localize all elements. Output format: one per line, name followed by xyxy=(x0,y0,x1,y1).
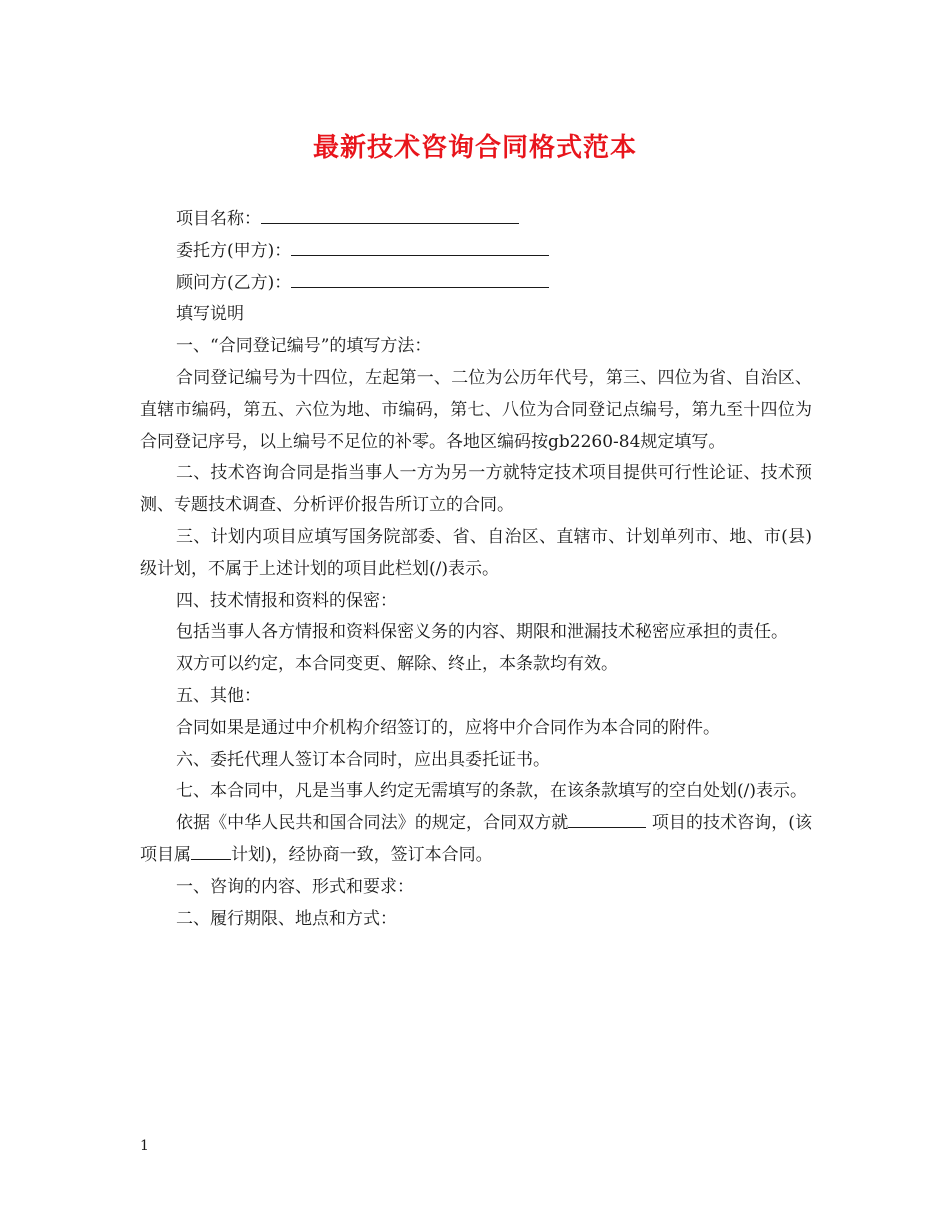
section-1-heading: 一、咨询的内容、形式和要求： xyxy=(176,876,414,897)
instruction-4-heading: 四、技术情报和资料的保密： xyxy=(176,590,397,611)
instruction-6-text: 六、委托代理人签订本合同时，应出具委托证书。 xyxy=(176,749,550,770)
instruction-4-text: 包括当事人各方情报和资料保密义务的内容、期限和泄漏技术秘密应承担的责任。 xyxy=(176,622,788,643)
consultant-label: 顾问方(乙方)： xyxy=(176,272,292,293)
page-number: 1 xyxy=(140,1138,149,1154)
consultant-blank xyxy=(291,269,549,288)
instruction-4-validity: 双方可以约定，本合同变更、解除、终止，本条款均有效。 xyxy=(176,654,618,675)
basis-part-3: 计划)，经协商一致，签订本合同。 xyxy=(231,844,493,865)
contract-basis-paragraph xyxy=(140,808,812,872)
project-name-field xyxy=(140,204,812,236)
document-title: 最新技术咨询合同格式范本 xyxy=(312,133,637,163)
instruction-5-heading: 五、其他： xyxy=(176,685,261,706)
client-blank xyxy=(291,237,549,256)
instruction-5-text: 合同如果是通过中介机构介绍签订的，应将中介合同作为本合同的附件。 xyxy=(176,717,720,738)
client-label: 委托方(甲方)： xyxy=(176,240,292,261)
instruction-1-heading: 一、“合同登记编号”的填写方法： xyxy=(176,336,432,357)
basis-part-2: 项目的技术咨询，(该项目属 xyxy=(140,813,813,865)
filling-instructions-heading: 填写说明 xyxy=(176,304,244,325)
project-blank xyxy=(568,809,646,828)
instruction-1-text: 合同登记编号为十四位，左起第一、二位为公历年代号，第三、四位为省、自治区、直辖市编码，第五、六位为地、市编码，第七、八位为合同登记点编号，第九至十四位为合同登记序号，以上编号不足位的补零。各地区编码按gb2260-84规定填写。 xyxy=(140,367,812,452)
section-2-heading: 二、履行期限、地点和方式： xyxy=(176,908,397,929)
project-name-blank xyxy=(261,205,519,224)
consultant-field xyxy=(140,268,812,300)
instruction-2-text: 二、技术咨询合同是指当事人一方为另一方就特定技术项目提供可行性论证、技术预测、专题技术调查、分析评价报告所订立的合同。 xyxy=(140,463,812,516)
instruction-3-text: 三、计划内项目应填写国务院部委、省、自治区、直辖市、计划单列市、地、市(县)级计划，不属于上述计划的项目此栏划(/)表示。 xyxy=(140,526,812,579)
client-field xyxy=(140,236,812,268)
project-name-label: 项目名称： xyxy=(176,209,261,229)
instruction-7-text: 七、本合同中，凡是当事人约定无需填写的条款，在该条款填写的空白处划(/)表示。 xyxy=(176,781,807,802)
basis-part-1: 依据《中华人民共和国合同法》的规定，合同双方就 xyxy=(176,813,569,834)
document-body xyxy=(140,204,812,935)
plan-blank xyxy=(191,841,231,860)
